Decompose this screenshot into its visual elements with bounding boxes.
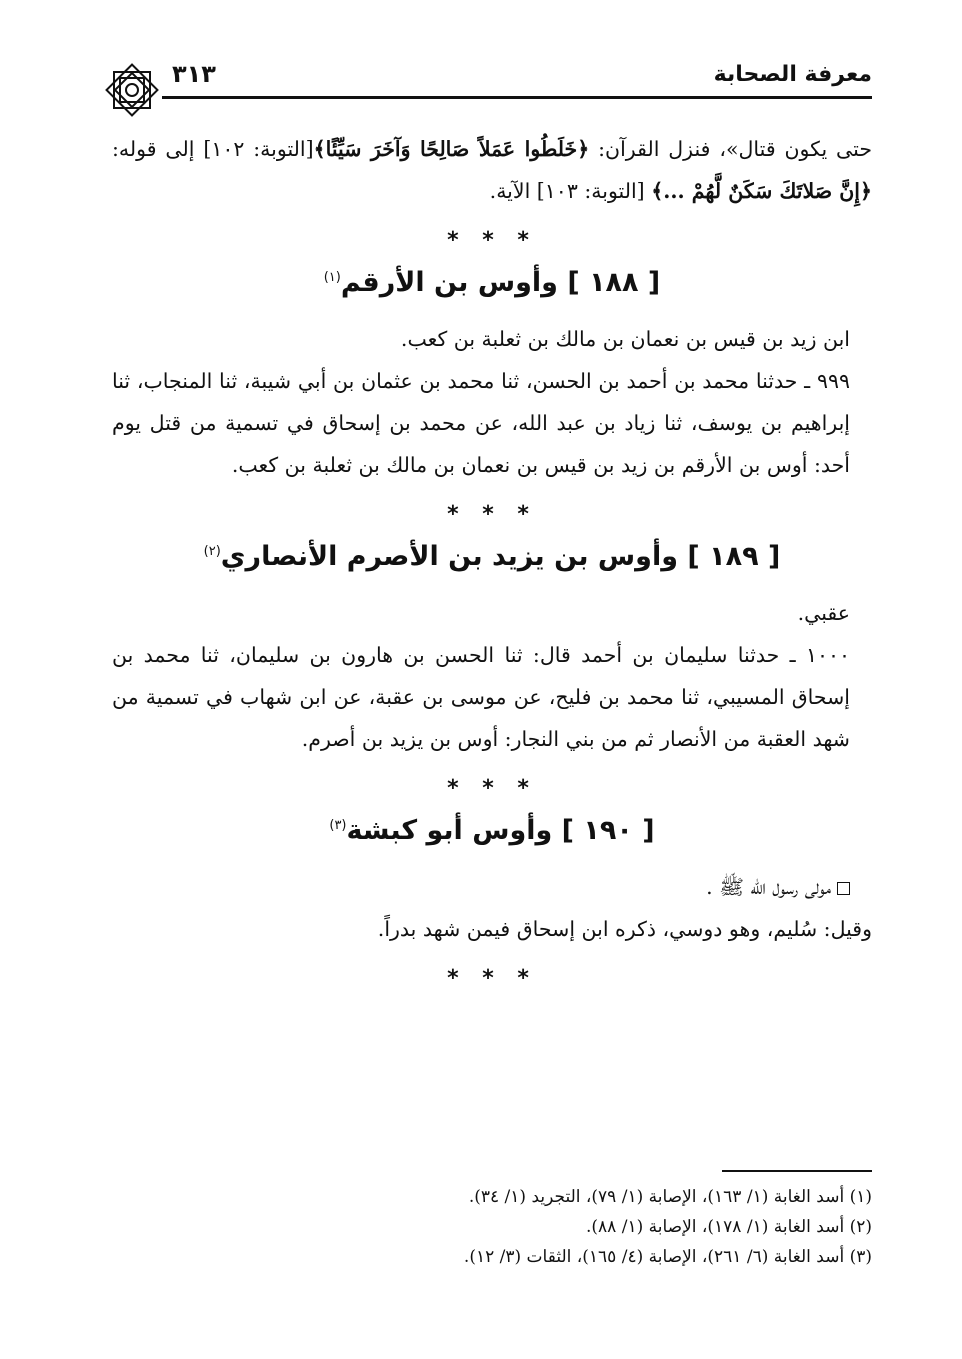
- entry-heading-189: [112, 541, 872, 572]
- intro-text-c: [التوبة: ١٠٣] الآية.: [489, 179, 652, 203]
- footnotes: [112, 1170, 872, 1272]
- intro-text-b: [التوبة: ١٠٢] إلى قوله:: [112, 137, 314, 161]
- page-header: [100, 56, 872, 96]
- section-separator: * * *: [447, 228, 537, 253]
- entry-description: [112, 866, 872, 908]
- entry-heading-188: [112, 267, 872, 298]
- entry-title: [ ١٩٠ ] وأوس أبو كبشة: [346, 815, 655, 846]
- footnote-1: (١) أسد الغابة (١/ ١٦٣)، الإصابة (١/ ٧٩)، التجريد (١/ ٣٤).: [468, 1187, 872, 1207]
- intro-paragraph: [112, 128, 872, 212]
- section-separator: * * *: [447, 502, 537, 527]
- hadith-999: ٩٩٩ ـ حدثنا محمد بن أحمد بن الحسن، ثنا محمد بن عثمان بن أبي شيبة، ثنا المنجاب، ثنا إبراهيم بن يوسف، ثنا زياد بن عبد الله، عن محمد بن إسحاق في تسمية من قتل يوم أحد: أوس بن الأرقم بن زيد بن قيس بن نعمان بن مالك بن ثعلبة بن كعب.: [112, 369, 850, 477]
- quran-verse-2: ﴿إِنَّ صَلاتَكَ سَكَنٌ لَّهُمْ ...﴾: [651, 179, 872, 203]
- footnote-2: (٢) أسد الغابة (١/ ١٧٨)، الإصابة (١/ ٨٨).: [585, 1217, 872, 1237]
- section-separator: * * *: [447, 776, 537, 801]
- footnote-ref: (١): [323, 270, 341, 285]
- footnote-ref: (٣): [329, 818, 347, 833]
- entry-title: [ ١٨٨ ] وأوس بن الأرقم: [340, 267, 661, 298]
- footnote-ref: (٢): [203, 544, 221, 559]
- page-body: [112, 128, 872, 1005]
- footnote-rule: [722, 1170, 872, 1172]
- entry-note: وقيل: سُليم، وهو دوسي، ذكره ابن إسحاق فيمن شهد بدراً.: [377, 917, 872, 941]
- header-rule: [162, 96, 872, 99]
- entry-description: عقبي.: [797, 601, 850, 625]
- square-bullet-icon: [837, 882, 850, 895]
- entry-heading-190: [112, 815, 872, 846]
- entry-description-text: مولى رسول الله ﷺ .: [706, 875, 831, 899]
- hadith-1000: ١٠٠٠ ـ حدثنا سليمان بن أحمد قال: ثنا الحسن بن هارون بن سليمان، ثنا محمد بن إسحاق المسيبي، ثنا محمد بن فليح، عن موسى بن عقبة، عن ابن شهاب في تسمية من شهد العقبة من الأنصار ثم من بني النجار: أوس بن يزيد بن أصرم.: [112, 643, 850, 751]
- quran-verse-1: ﴿خَلَطُوا عَمَلاً صَالِحًا وَآخَرَ سَيِّئًا﴾: [313, 137, 590, 161]
- entry-lineage: ابن زيد بن قيس بن نعمان بن مالك بن ثعلبة بن كعب.: [400, 327, 850, 351]
- entry-title: [ ١٨٩ ] وأوس بن يزيد بن الأصرم الأنصاري: [220, 541, 781, 572]
- page-number: ٣١٣: [172, 60, 216, 88]
- intro-text-a: حتى يكون قتال»، فنزل القرآن:: [589, 137, 872, 161]
- section-separator: * * *: [447, 966, 537, 991]
- octagram-ornament-icon: [100, 58, 164, 122]
- footnote-3: (٣) أسد الغابة (٦/ ٢٦١)، الإصابة (٤/ ١٦٥)، الثقات (٣/ ١٢).: [463, 1247, 872, 1267]
- running-title: معرفة الصحابة: [713, 62, 872, 87]
